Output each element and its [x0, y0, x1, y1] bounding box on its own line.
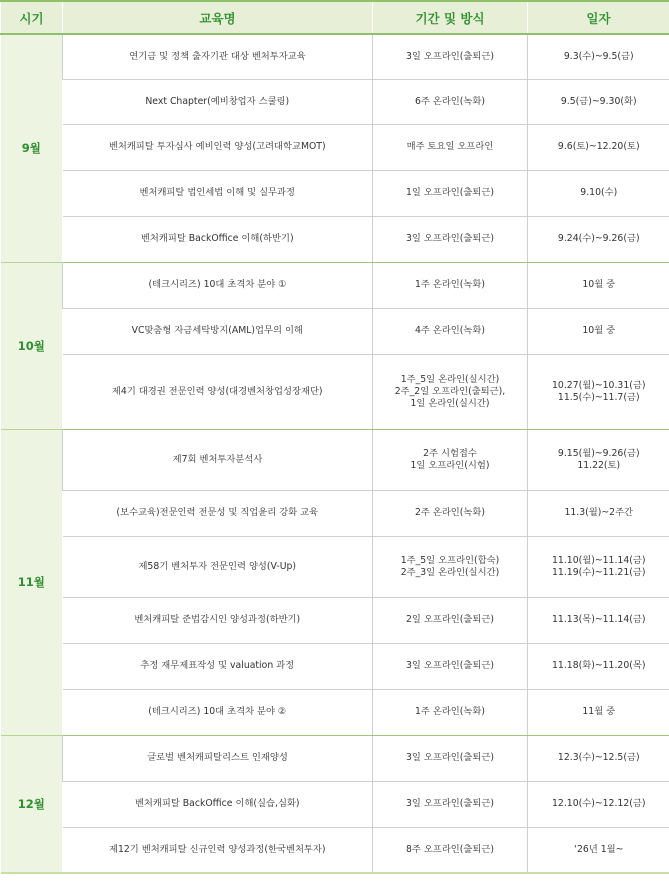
course-date-line: 11.18(화)~11.20(목) [552, 660, 646, 671]
course-date [528, 536, 669, 597]
table-row [1, 429, 669, 490]
table-row [1, 643, 669, 689]
table-body [1, 34, 669, 873]
course-method [373, 597, 528, 643]
course-method [373, 354, 528, 429]
table-row [1, 490, 669, 536]
course-date [528, 79, 669, 124]
course-name: 벤처캐피탈 BackOffice 이해(하반기) [63, 216, 373, 262]
course-name: 제4기 대경권 전문인력 양성(대경벤처창업성장재단) [63, 354, 373, 429]
course-name: (테크시리즈) 10대 초격차 분야 ② [63, 689, 373, 735]
table-header-row [1, 1, 669, 34]
header-period: 시기 [1, 1, 63, 34]
table-row [1, 170, 669, 216]
course-method-line: 2일 오프라인(출퇴근) [406, 614, 494, 625]
course-method [373, 490, 528, 536]
course-date-line: 10.27(월)~10.31(금) [552, 379, 646, 391]
period-cell: 10월 [1, 262, 63, 429]
course-method-line: 3일 오프라인(출퇴근) [406, 660, 494, 671]
course-date-line: 10월 중 [582, 325, 616, 336]
course-method [373, 308, 528, 354]
course-date-line: 12.3(수)~12.5(금) [557, 752, 640, 763]
course-name: 제7회 벤처투자분석사 [63, 429, 373, 490]
table-row [1, 689, 669, 735]
table-row [1, 79, 669, 124]
course-method [373, 689, 528, 735]
course-date [528, 262, 669, 308]
table-row [1, 536, 669, 597]
course-method-line: 3일 오프라인(출퇴근) [406, 233, 494, 244]
course-date [528, 689, 669, 735]
course-date [528, 124, 669, 170]
course-method [373, 429, 528, 490]
course-method-line: 3일 오프라인(출퇴근) [406, 798, 494, 809]
course-date-line: 9.10(수) [580, 187, 618, 198]
course-date-line: 9.15(월)~9.26(금) [557, 447, 640, 459]
course-method-line: 1주_5일 오프라인(합숙) [400, 554, 500, 566]
course-date [528, 490, 669, 536]
course-method-line: 4주 온라인(녹화) [414, 325, 485, 336]
course-name: 벤처캐피탈 준법감시인 양성과정(하반기) [63, 597, 373, 643]
course-date [528, 170, 669, 216]
course-name: (테크시리즈) 10대 초격차 분야 ① [63, 262, 373, 308]
table-row [1, 735, 669, 781]
course-date-line: 11.10(월)~11.14(금) [552, 554, 646, 566]
course-date-line: 9.3(수)~9.5(금) [563, 50, 634, 62]
course-name: 추정 재무제표작성 및 valuation 과정 [63, 643, 373, 689]
table-row [1, 827, 669, 873]
course-date-line: 11.5(수)~11.7(금) [557, 391, 640, 403]
course-method [373, 643, 528, 689]
course-method-line: 3일 오프라인(출퇴근) [406, 50, 494, 62]
course-name: 연기금 및 정책 출자기관 대상 벤처투자교육 [63, 34, 373, 79]
course-method-line: 매주 토요일 오프라인 [406, 141, 494, 152]
course-date-line: 9.5(금)~9.30(화) [560, 95, 637, 107]
course-date [528, 216, 669, 262]
course-date [528, 354, 669, 429]
period-cell: 11월 [1, 429, 63, 735]
course-date-line: ‘26년 1월~ [574, 843, 624, 855]
course-date [528, 827, 669, 873]
course-method-line: 1주_5일 온라인(실시간) [400, 373, 500, 385]
course-method-line: 3일 오프라인(출퇴근) [406, 752, 494, 763]
course-name: 제12기 벤처캐피탈 신규인력 양성과정(한국벤처투자) [63, 827, 373, 873]
period-cell: 12월 [1, 735, 63, 873]
course-method-line: 2주 온라인(녹화) [414, 507, 485, 518]
course-date [528, 308, 669, 354]
course-date-line: 11월 중 [582, 706, 616, 717]
course-method-line: 2주 시험접수 [423, 447, 477, 459]
course-method [373, 827, 528, 873]
course-method-line: 1일 온라인(실시간) [410, 397, 490, 409]
course-method-line: 1일 오프라인(시험) [410, 459, 490, 471]
table-row [1, 262, 669, 308]
course-method [373, 170, 528, 216]
course-method [373, 124, 528, 170]
course-date-line: 11.3(월)~2주간 [564, 507, 634, 518]
header-date: 일자 [528, 1, 669, 34]
period-cell: 9월 [1, 34, 63, 262]
table-row [1, 216, 669, 262]
course-method [373, 79, 528, 124]
course-method [373, 216, 528, 262]
table-row [1, 308, 669, 354]
course-name: 벤처캐피탈 BackOffice 이해(실습,심화) [63, 781, 373, 827]
course-date [528, 429, 669, 490]
course-method-line: 1주 온라인(녹화) [414, 279, 485, 290]
table-row [1, 354, 669, 429]
course-name: (보수교육)전문인력 전문성 및 직업윤리 강화 교육 [63, 490, 373, 536]
course-name: 벤처캐피탈 투자심사 예비인력 양성(고려대학교MOT) [63, 124, 373, 170]
table-row [1, 34, 669, 79]
course-date [528, 597, 669, 643]
course-method [373, 262, 528, 308]
course-date-line: 9.6(토)~12.20(토) [557, 141, 640, 152]
course-date [528, 643, 669, 689]
course-method-line: 1주 온라인(녹화) [414, 706, 485, 717]
course-name: 벤처캐피탈 법인세법 이해 및 실무과정 [63, 170, 373, 216]
course-name: VC맞춤형 자금세탁방지(AML)업무의 이해 [63, 308, 373, 354]
course-method [373, 34, 528, 79]
header-method: 기간 및 방식 [373, 1, 528, 34]
course-name: 글로벌 벤처캐피탈리스트 인재양성 [63, 735, 373, 781]
course-date [528, 735, 669, 781]
course-method-line: 6주 온라인(녹화) [414, 95, 485, 107]
course-date [528, 781, 669, 827]
course-method [373, 536, 528, 597]
header-name: 교육명 [63, 1, 373, 34]
course-date-line: 11.22(토) [577, 459, 621, 471]
course-date-line: 11.19(수)~11.21(금) [552, 566, 646, 578]
table-row [1, 597, 669, 643]
table-row [1, 124, 669, 170]
course-date-line: 9.24(수)~9.26(금) [557, 233, 640, 244]
course-date-line: 12.10(수)~12.12(금) [552, 798, 646, 809]
table-row [1, 781, 669, 827]
course-name: 제58기 벤처투자 전문인력 양성(V-Up) [63, 536, 373, 597]
course-date-line: 11.13(목)~11.14(금) [552, 614, 646, 625]
course-method-line: 8주 오프라인(출퇴근) [406, 843, 494, 855]
course-date-line: 10월 중 [582, 279, 616, 290]
course-method-line: 1일 오프라인(출퇴근) [406, 187, 494, 198]
course-date [528, 34, 669, 79]
course-method [373, 735, 528, 781]
course-method-line: 2주_2일 오프라인(출퇴근), [394, 385, 506, 397]
course-method-line: 2주_3일 온라인(실시간) [400, 566, 500, 578]
course-method [373, 781, 528, 827]
course-name: Next Chapter(예비창업자 스쿨링) [63, 79, 373, 124]
